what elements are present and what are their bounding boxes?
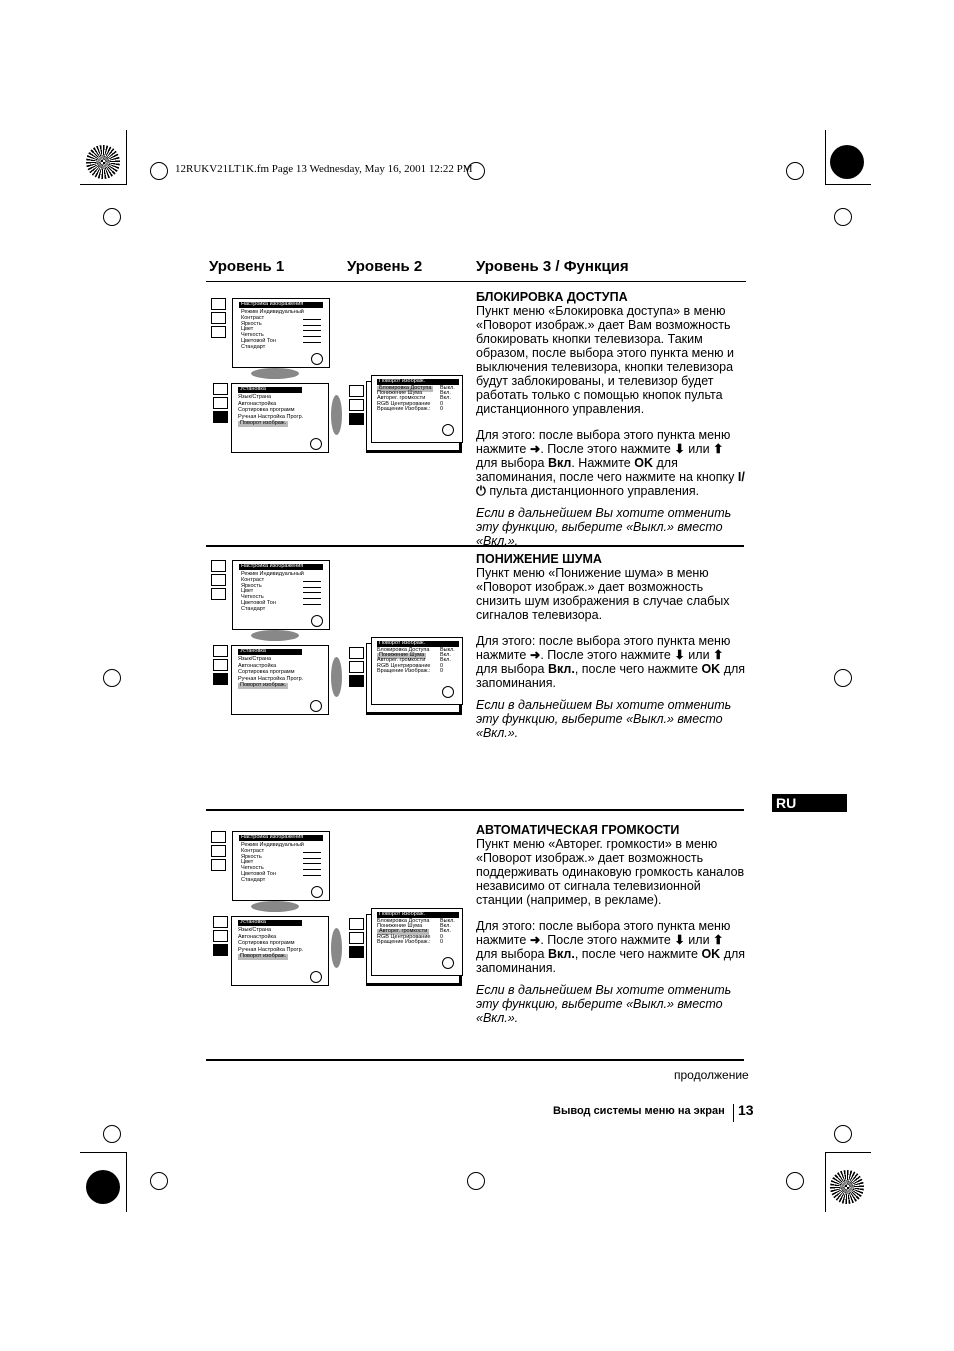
menu-item: Понижение Шума [377,923,423,930]
tv-icon [213,383,228,395]
menu-title: Настройка изображения [239,564,323,570]
setup-icon [213,673,228,685]
section-text [476,823,748,1025]
menu-item: Стандарт [241,605,266,612]
menu-value: Выкл. [440,918,455,924]
menu-value: 0 [440,933,444,940]
picture-menu [232,831,330,901]
ok-icon [311,353,323,365]
crosshair-mark [103,208,121,226]
setup-menu [231,645,329,715]
language-tab: RU [772,794,847,812]
menu-value: 0 [440,662,444,669]
menu-item: Контраст [241,576,265,583]
menu-item: Режим Индивидуальный [241,571,304,577]
menu-item: RGB Центрирование [377,662,431,669]
tv-icon [211,560,226,572]
tv-icon [211,298,226,310]
section-steps: Для этого: после выбора этого пункта меню нажмите ➜. После этого нажмите ⬇ или ⬆ для выбора Вкл., после чего нажмите OK для запоминания. [476,634,746,690]
clock-icon [211,312,226,324]
clock-icon [211,845,226,857]
tv-icon [349,918,364,930]
menu-value: 0 [440,667,444,674]
menu-item: Блокировка Доступа [379,385,432,391]
menu-item: Цветовой Тон [241,871,276,877]
registration-mark [86,1170,120,1204]
ok-icon [310,971,322,983]
section-note: Если в дальнейшем Вы хотите отменить эту функцию, выберите «Выкл.» вместо «Вкл.». [476,698,732,740]
menu-title: Поворот изображ. [377,641,459,647]
ok-icon [442,957,454,969]
menu-item: Цветовой Тон [241,600,276,606]
crosshair-mark [150,162,168,180]
menu-item: Четкость [241,865,264,872]
clock-icon [211,574,226,586]
menu-item: Контраст [241,847,265,854]
tv-icon [213,916,228,928]
section-title: АВТОМАТИЧЕСКАЯ ГРОМКОСТИ [476,823,680,837]
column-header-level3: Уровень 3 / Функция [476,258,629,275]
section-steps: Для этого: после выбора этого пункта меню нажмите ➜. После этого нажмите ⬇ или ⬆ для выбора Вкл. Нажмите OK для запоминания, после чего нажмите на кнопку I/⏻ пульта дистанционного управления. [476,428,745,498]
ok-icon [442,424,454,436]
setup-icon [211,326,226,338]
crosshair-mark [834,669,852,687]
menu-title: Установка [238,387,302,393]
crosshair-mark [834,1125,852,1143]
clock-icon [349,661,364,673]
menu-item: Сортировка программ [238,940,295,946]
menu-item: Блокировка Доступа [377,918,430,924]
menu-item: Поворот изображ. [240,682,287,688]
chapter-title: Вывод системы меню на экран [553,1105,725,1117]
right-arrow-icon [331,657,342,697]
menu-item: Язык/Страна [238,927,272,933]
picture-rotation-menu [371,637,463,705]
menu-item: Стандарт [241,876,266,883]
ok-icon [311,615,323,627]
menu-item: Стандарт [241,343,266,350]
menu-value: Вкл. [440,652,451,659]
menu-title: Настройка изображения [239,302,323,308]
crosshair-mark [786,162,804,180]
menu-value: Вкл. [440,657,451,664]
clock-icon [213,659,228,671]
picture-menu [232,298,330,368]
registration-mark [86,145,120,179]
menu-item: Яркость [241,853,262,860]
menu-item: RGB Центрирование [377,933,431,940]
menu-value: Вкл. [440,395,451,402]
menu-item: Автонастройка [238,662,277,669]
clock-icon [349,932,364,944]
right-arrow-icon [331,928,342,968]
menu-item: Вращение Изображ.: [377,667,431,674]
crosshair-mark [150,1172,168,1190]
section-intro: Пункт меню «Понижение шума» в меню «Поворот изображ.» дает возможность снизить шум изображения в случае слабых сигналов телевизора. [476,566,730,622]
menu-title: Поворот изображ. [377,379,459,385]
menu-item: Понижение Шума [379,652,425,659]
menu-item: Четкость [241,332,264,339]
tv-icon [213,645,228,657]
menu-item: Ручная Настройка Прогр. [238,413,304,420]
picture-rotation-menu [371,375,463,443]
menu-item: Контраст [241,314,265,321]
section-title: ПОНИЖЕНИЕ ШУМА [476,552,602,566]
crosshair-mark [834,208,852,226]
menu-item: Ручная Настройка Прогр. [238,946,304,953]
menu-value: Вкл. [440,928,451,935]
menu-item: Авторег. громкости [379,928,428,935]
menu-value: Вкл. [440,390,451,397]
menu-value: 0 [440,400,444,407]
menu-item: Сортировка программ [238,669,295,675]
menu-item: RGB Центрирование [377,400,431,407]
crosshair-mark [103,669,121,687]
menu-item: Цвет [241,588,254,595]
power-icon: I/⏻ [476,470,745,498]
menu-item: Авторег. громкости [377,395,426,402]
down-arrow-icon [251,368,299,379]
menu-item: Вращение Изображ.: [377,938,431,945]
menu-title: Поворот изображ. [377,912,459,918]
tv-icon [349,385,364,397]
clock-icon [213,397,228,409]
continued-label: продолжение [674,1068,749,1082]
section-intro: Пункт меню «Авторег. громкости» в меню «Поворот изображ.» дает возможность поддерживать одинаковую громкость каналов независимо от сигнала телевизионной станции (например, в рекламе). [476,837,745,907]
menu-item: Автонастройка [238,400,277,407]
menu-item: Язык/Страна [238,656,272,662]
registration-mark [830,1170,864,1204]
crosshair-mark [103,1125,121,1143]
menu-item: Цвет [241,859,254,866]
clock-icon [349,399,364,411]
menu-item: Режим Индивидуальный [241,842,304,848]
menu-item: Блокировка Доступа [377,647,430,653]
setup-menu [231,383,329,453]
ok-icon [442,686,454,698]
tv-icon [349,647,364,659]
menu-item: Вращение Изображ.: [377,405,431,412]
section-text [476,290,748,548]
file-info-header: 12RUKV21LT1K.fm Page 13 Wednesday, May 16, 2001 12:22 PM [175,163,473,175]
section-steps: Для этого: после выбора этого пункта меню нажмите ➜. После этого нажмите ⬇ или ⬆ для выбора Вкл., после чего нажмите OK для запоминания. [476,919,746,975]
menu-item: Поворот изображ. [240,420,287,426]
clock-icon [213,930,228,942]
menu-item: Яркость [241,320,262,327]
right-arrow-icon [331,395,342,435]
menu-item: Авторег. громкости [377,657,426,664]
menu-value: 0 [440,938,444,945]
menu-item: Яркость [241,582,262,589]
menu-item: Сортировка программ [238,407,295,413]
menu-title: Настройка изображения [239,835,323,841]
menu-value: Выкл. [440,647,455,653]
registration-mark [830,145,864,179]
menu-title: Установка [238,649,302,655]
tv-icon [211,831,226,843]
column-header-level2: Уровень 2 [347,258,423,275]
page-number: 13 [738,1102,754,1118]
ok-icon [310,700,322,712]
menu-value: Выкл. [440,385,455,391]
section-title: БЛОКИРОВКА ДОСТУПА [476,290,628,304]
setup-icon [349,413,364,425]
menu-item: Цветовой Тон [241,338,276,344]
setup-icon [213,411,228,423]
down-arrow-icon [251,901,299,912]
section-text [476,552,748,740]
setup-icon [349,675,364,687]
crosshair-mark [786,1172,804,1190]
menu-item: Ручная Настройка Прогр. [238,675,304,682]
menu-title: Установка [238,920,302,926]
menu-item: Четкость [241,594,264,601]
section-note: Если в дальнейшем Вы хотите отменить эту функцию, выберите «Выкл.» вместо «Вкл.». [476,983,732,1025]
menu-value: 0 [440,405,444,412]
picture-menu [232,560,330,630]
setup-icon [211,588,226,600]
crosshair-mark [467,1172,485,1190]
setup-icon [213,944,228,956]
menu-item: Язык/Страна [238,394,272,400]
menu-value: Вкл. [440,923,451,930]
section-note: Если в дальнейшем Вы хотите отменить эту функцию, выберите «Выкл.» вместо «Вкл.». [476,506,732,548]
menu-item: Цвет [241,326,254,333]
ok-icon [311,886,323,898]
menu-item: Автонастройка [238,933,277,940]
menu-item: Поворот изображ. [240,953,287,959]
setup-menu [231,916,329,986]
down-arrow-icon [251,630,299,641]
column-header-level1: Уровень 1 [209,258,285,275]
setup-icon [211,859,226,871]
menu-item: Режим Индивидуальный [241,309,304,315]
section-intro: Пункт меню «Блокировка доступа» в меню «Поворот изображ.» дает Вам возможность блокировать кнопки телевизора. Таким образом, после выбора этого пункта меню и выключения телевизора, кнопки телевизора будут заблокированы, и телевизор будет работать только с помощью кнопок пульта дистанционного управления. [476,304,734,416]
ok-icon [310,438,322,450]
picture-rotation-menu [371,908,463,976]
setup-icon [349,946,364,958]
menu-item: Понижение Шума [377,390,423,397]
